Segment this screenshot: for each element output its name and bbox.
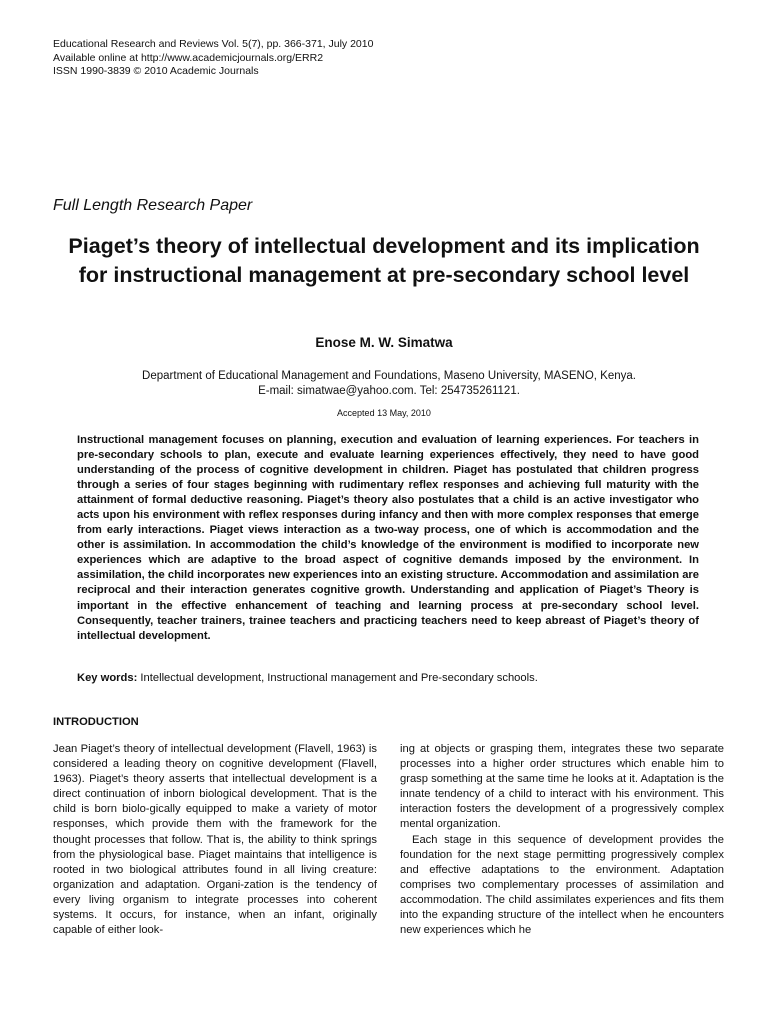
department-line: Department of Educational Management and Foundations, Maseno University, MASENO, Kenya. [142, 370, 636, 382]
keywords-text: Intellectual development, Instructional management and Pre-secondary schools. [137, 672, 538, 684]
accepted-date: Accepted 13 May, 2010 [337, 408, 431, 418]
keywords [77, 672, 699, 684]
author-affiliation [0, 369, 768, 399]
body-paragraph: Jean Piaget’s theory of intellectual development (Flavell, 1963) is considered a leading theory on cognitive development (Flavell, 1963). Piaget’s theory asserts that intellectual development is a direct continuation of inborn biological development. That is the child is born biolo-gically equipped to make a variety of motor responses, which provide them with the framework for the thought processes that follow. That is, the ability to think springs from the physiological base. Piaget maintains that intelligence is rooted in two biological attributes found in all living creature: organization and adaptation. Organi-zation is the tendency of every living organism to integrate processes into coherent systems. It occurs, for instance, when an infant, originally capable of either look- [53, 743, 377, 937]
keywords-label: Key words: [77, 672, 138, 684]
body-column-left [53, 742, 377, 938]
journal-url-line: Available online at http://www.academicjournals.org/ERR2 [53, 51, 324, 64]
journal-citation: Educational Research and Reviews Vol. 5(7), pp. 366-371, July 2010 [53, 38, 374, 50]
journal-header [53, 38, 373, 79]
introduction-heading: INTRODUCTION [53, 716, 139, 728]
body-paragraph: Each stage in this sequence of development provides the foundation for the next stage permitting progressively complex and effective adaptations to the environment. Adaptation comprises two complementary processes of assimilation and accommodation. The child assimilates experiences and fits them into the expanding structure of the intellect when he encounters new experiences which he [400, 833, 724, 937]
abstract: Instructional management focuses on planning, execution and evaluation of learning experiences. For teachers in pre-secondary schools to plan, execute and evaluate learning experiences effectively, they need to have good understanding of the process of cognitive development in children. Piaget has postulated that children progress through a series of four stages beginning with rudimentary reflex responses and achieving full maturity with the attainment of formal deductive reasoning. Piaget’s theory also postulates that a child is an active investigator who acts upon his environment with reflex responses during infancy and then with more complex responses that emerge from early interactions. Piaget views interaction as a two-way process, one of which is accommodation and the other is assimilation. In accommodation the child’s knowledge of the environment is modified to incorporate new experiences which are adaptive to the broad aspect of cognitive demands imposed by the environment. In assimilation, the child incorporates new experiences into an existing structure. Accommodation and assimilation are reciprocal and their interaction generates cognitive growth. Understanding and application of Piaget’s Theory is important in the effective enhancement of teaching and learning process at pre-secondary school level. Consequently, teacher trainers, trainee teachers and practicing teachers need to keep abreast of Piaget’s theory of intellectual development. [77, 434, 699, 642]
body-column-right [400, 742, 724, 938]
paper-title: Piaget’s theory of intellectual development and its implication for instructional management at pre-secondary school level [68, 234, 700, 287]
body-paragraph: ing at objects or grasping them, integrates these two separate processes into a higher order structures which enable him to grasp something at the same time he looks at it. Adaptation is the innate tendency of a child to interact with his environment. This interaction fosters the development of a progressively complex mental organization. [400, 743, 724, 831]
contact-line: E-mail: simatwae@yahoo.com. Tel: 254735261121. [258, 385, 520, 397]
article-type: Full Length Research Paper [53, 197, 253, 214]
journal-issn: ISSN 1990-3839 © 2010 Academic Journals [53, 65, 259, 77]
author-name: Enose M. W. Simatwa [315, 335, 453, 350]
